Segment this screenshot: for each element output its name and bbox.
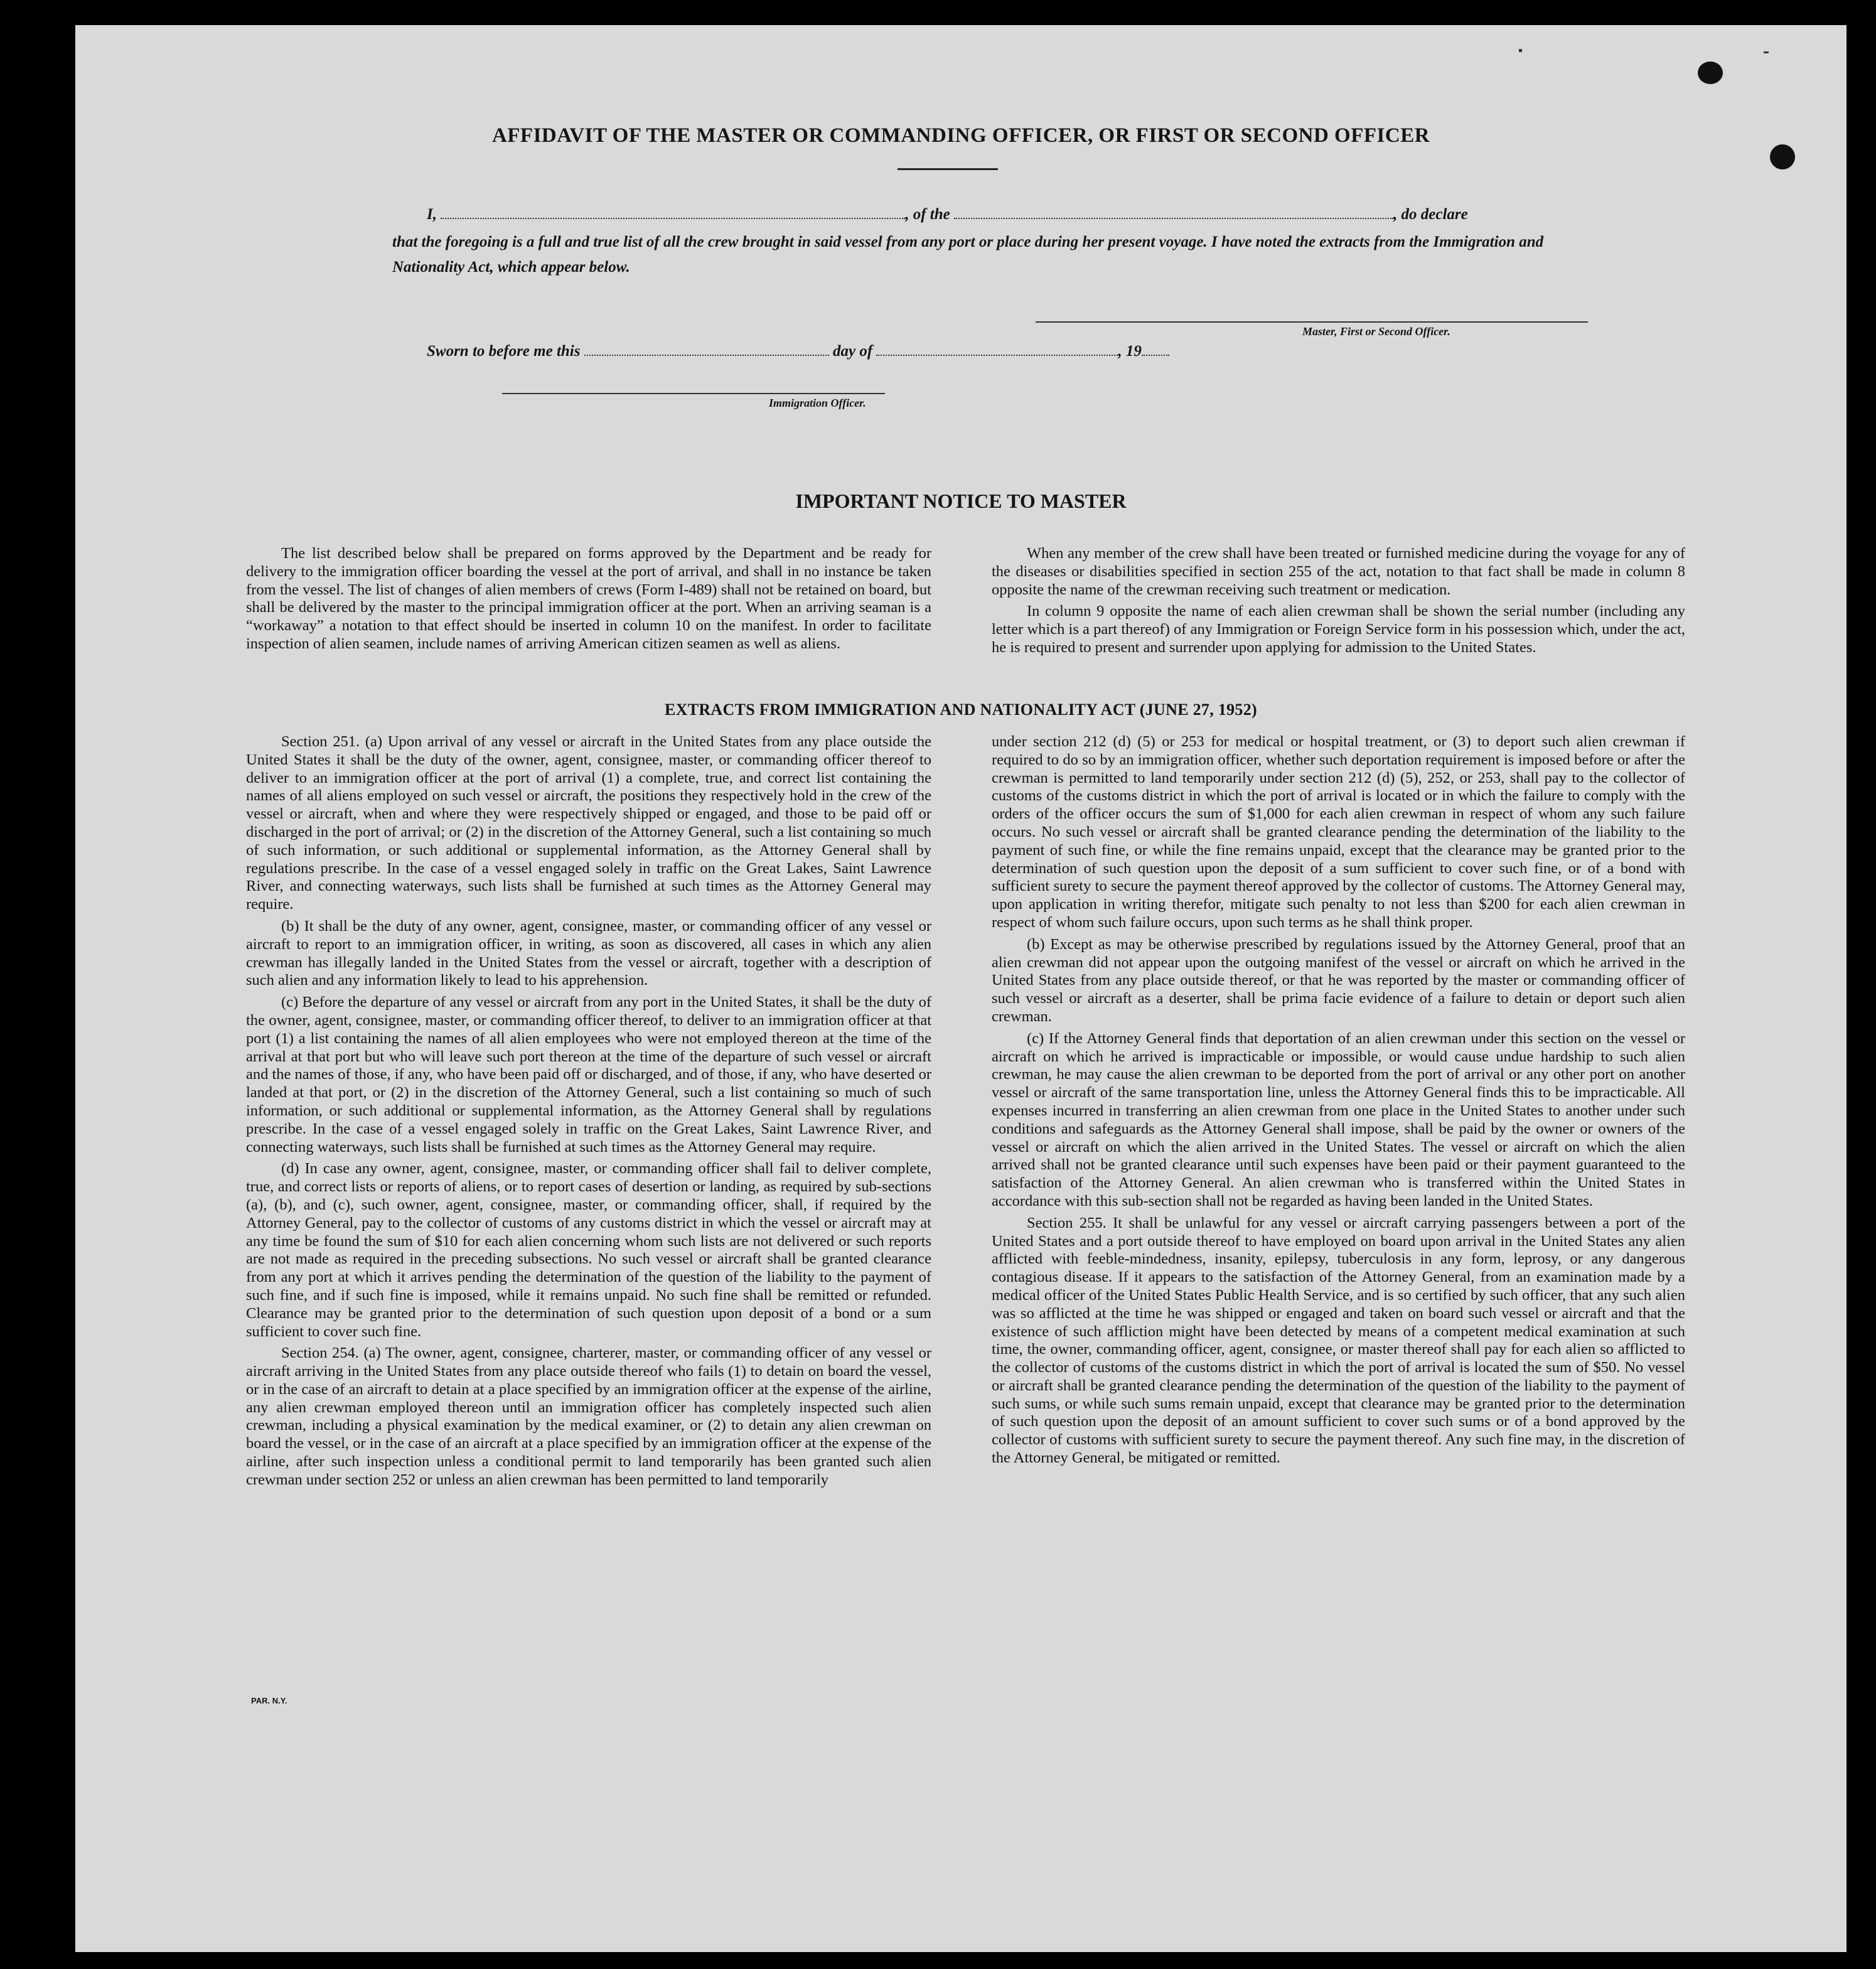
sworn-month-field[interactable] bbox=[876, 343, 1118, 356]
extract-paragraph: (b) Except as may be otherwise prescribed by regulations issued by the Attorney General, proof that an alien crewman did not appear upon the outgoing manifest of the vessel or aircraft on which he arrived in the United States from any place outside thereof, or that he was reported by the master or commanding officer of such vessel or aircraft as a deserter, shall be prima facie evidence of a failure to detain or deport such alien crewman. bbox=[992, 935, 1685, 1025]
sworn-day-field[interactable] bbox=[584, 343, 829, 356]
sworn-label: Sworn to before me this bbox=[427, 343, 581, 360]
do-declare-label: , do declare bbox=[1393, 206, 1468, 223]
extracts-title: EXTRACTS FROM IMMIGRATION AND NATIONALITY ACT (JUNE 27, 1952) bbox=[664, 700, 1257, 719]
extract-paragraph: (b) It shall be the duty of any owner, agent, consignee, master, or commanding officer of any vessel or aircraft to report to an immigration officer, in writing, as soon as discovered, all cases in which any alien crewman has illegally landed in the United States from the vessel or aircraft, together with a description of such alien and any information likely to lead to his apprehension. bbox=[246, 917, 931, 989]
extract-paragraph: (c) Before the departure of any vessel or aircraft from any port in the United States, it shall be the duty of the owner, agent, consignee, master, or commanding officer thereof, to deliver to an immigration officer at that port (1) a list containing the names of all alien employees who were not employed thereon at the time of the arrival at that port but who will leave such port thereon at the time of the departure of such vessel or aircraft and the names of those, if any, who have been paid off or discharged, and of those, if any, who have deserted or landed at that port, or (2) in the discretion of the Attorney General, such a list containing so much of such information, or such additional or supplemental information, as the Attorney General shall by regulations prescribe. In the case of a vessel engaged solely in traffic on the Great Lakes, Saint Lawrence River, and connecting waterways, such lists shall be furnished at such times as the Attorney General may require. bbox=[246, 994, 931, 1156]
notice-paragraph: In column 9 opposite the name of each alien crewman shall be shown the serial number (including any letter which is a part thereof) of any Immigration or Foreign Service form in his possession which, under the act, he is required to present and surrender upon applying for admission to the United States. bbox=[992, 603, 1685, 656]
punch-hole-top bbox=[1698, 62, 1723, 84]
sworn-year-field[interactable] bbox=[1142, 343, 1169, 356]
sworn-line bbox=[427, 343, 1169, 360]
i-label: I, bbox=[427, 206, 437, 223]
master-signature-line[interactable] bbox=[1036, 321, 1588, 323]
speck bbox=[1519, 49, 1522, 52]
extract-paragraph: Section 254. (a) The owner, agent, consignee, charterer, master, or commanding officer of any vessel or aircraft arriving in the United States from any place outside thereof who fails (1) to detain on board the vessel, or in the case of an aircraft to detain at a place specified by an immigration officer at the expense of the airline, any alien crewman employed thereon until an immigration officer has completely inspected such alien crewman, including a physical examination by the medical examiner, or (2) to detain any alien crewman on board the vessel, or in the case of an aircraft at a place specified by an immigration officer at the expense of the airline, after such inspection unless a conditional permit to land temporarily has been granted such alien crewman under section 252 or unless an alien crewman has been permitted to land temporarily bbox=[246, 1344, 931, 1488]
declarant-line bbox=[427, 206, 1600, 223]
notice-paragraph: When any member of the crew shall have been treated or furnished medicine during the voyage for any of the diseases or disabilities specified in section 255 of the act, notation to that fact shall be made in column 8 opposite the name of the crewman receiving such treatment or medication. bbox=[992, 545, 1685, 598]
extract-paragraph: (d) In case any owner, agent, consignee, master, or commanding officer shall fail to deliver complete, true, and correct lists or reports of aliens, or to report cases of desertion or landing, as required by sub-sections (a), (b), and (c), such owner, agent, consignee, master, or commanding officer, shall, if required by the Attorney General, pay to the collector of customs of any customs district in which the vessel or aircraft may at any time be found the sum of $10 for each alien concerning whom such lists are not delivered or such reports are not made as required in the preceding subsections. No such vessel or aircraft shall be granted clearance from any port at which it arrives pending the determination of the question of the liability to the payment of such fine, and if such fine is imposed, while it remains unpaid. No such fine shall be remitted or refunded. Clearance may be granted prior to the determination of such question upon deposit of a bond or a sum sufficient to cover such fine. bbox=[246, 1160, 931, 1340]
extract-paragraph: Section 255. It shall be unlawful for any vessel or aircraft carrying passengers between a port of the United States and a port outside thereof to have employed on board upon arrival in the United States any alien afflicted with feeble-mindedness, insanity, epilepsy, tuberculosis in any form, leprosy, or any dangerous contagious disease. If it appears to the satisfaction of the Attorney General, from an examination made by a medical officer of the United States Public Health Service, and is so certified by such officer, that any such alien was so afflicted at the time he was shipped or engaged and taken on board such vessel or aircraft and that the existence of such affliction might have been detected by means of a competent medical examination at such time, the owner, commanding officer, agent, consignee, or master thereof shall pay for each alien so afflicted to the collector of customs of the customs district in which the port of arrival is located the sum of $50. No vessel or aircraft shall be granted clearance pending the determination of the question of the liability to the payment of such sums, or while such sums remain unpaid, except that clearance may be granted prior to the determination of such question upon the deposit of an amount sufficient to cover such sums or of a bond approved by the collector of customs with sufficient surety to secure the payment thereof. Any such fine may, in the discretion of the Attorney General, be mitigated or remitted. bbox=[992, 1214, 1685, 1467]
declaration-text: that the foregoing is a full and true list of all the crew brought in said vessel from any port or place during her present voyage. I have noted the extracts from the Immigration and Nationality Act, which appear below. bbox=[392, 233, 1544, 276]
notice-paragraph: The list described below shall be prepared on forms approved by the Department and be ready for delivery to the immigration officer boarding the vessel at the port of arrival, and shall in no instance be taken from the vessel. The list of changes of alien members of crews (Form I-489) shall not be retained on board, but shall be delivered by the master to the principal immigration officer at the port. When an arriving seaman is a “workaway” a notation to that effect should be inserted in column 10 on the manifest. In order to facilitate inspection of alien seamen, include names of arriving American citizen seamen as well as aliens. bbox=[246, 545, 931, 652]
title-divider bbox=[898, 168, 998, 170]
master-signature-label: Master, First or Second Officer. bbox=[1302, 325, 1450, 338]
affidavit-title: AFFIDAVIT OF THE MASTER OR COMMANDING OFFICER, OR FIRST OR SECOND OFFICER bbox=[491, 124, 1430, 147]
declarant-name-field[interactable] bbox=[441, 207, 905, 219]
of-the-label: , of the bbox=[905, 206, 950, 223]
notice-title: IMPORTANT NOTICE TO MASTER bbox=[795, 490, 1127, 512]
printer-mark: PAR. N.Y. bbox=[251, 1696, 287, 1705]
extract-paragraph: (c) If the Attorney General finds that deportation of an alien crewman under this section on the vessel or aircraft on which he arrived is impracticable or impossible, or would cause undue hardship to such alien crewman, he may cause the alien crewman to be deported from the port of arrival or any other port on another vessel or aircraft of the same transportation line, unless the Attorney General finds this to be impracticable. All expenses incurred in transferring an alien crewman from one place in the United States to another under such conditions and safeguards as the Attorney General shall impose, shall be paid by the owner or owners of the vessel or aircraft on which the alien arrived in the United States. The vessel or aircraft on which the alien arrived shall not be granted clearance until such expenses have been paid or their payment guaranteed to the satisfaction of the Attorney General. An alien crewman who is transferred within the United States in accordance with this sub-section shall not be regarded as having been landed in the United States. bbox=[992, 1029, 1685, 1210]
notice-left-column bbox=[246, 545, 931, 653]
officer-signature-label: Immigration Officer. bbox=[769, 397, 866, 409]
extracts-right-column bbox=[992, 733, 1685, 1467]
speck bbox=[1764, 51, 1769, 53]
day-of-label: day of bbox=[832, 343, 873, 360]
vessel-name-field[interactable] bbox=[954, 207, 1393, 219]
year-label: , 19 bbox=[1118, 343, 1142, 360]
punch-hole-upper bbox=[1770, 144, 1795, 169]
extract-paragraph: under section 212 (d) (5) or 253 for medical or hospital treatment, or (3) to deport such alien crewman if required to do so by an immigration officer, whether such deportation requirement is imposed before or after the crewman is permitted to land temporarily under section 212 (d) (5), 252, or 253, shall pay to the collector of customs of the customs district in which the port of arrival is located or in which the failure to comply with the orders of the officer occurs the sum of $1,000 for each alien crewman in respect of whom any such failure occurs. No such vessel or aircraft shall be granted clearance pending the determination of the liability to the payment of such fine, or while the fine remains unpaid, except that the clearance may be granted prior to the determination of such question upon the deposit of a sum sufficient to cover such fine, or of a bond with sufficient surety to secure the payment thereof approved by the collector of customs. The Attorney General may, upon application in writing therefor, mitigate such penalty to not less than $200 for each alien crewman in respect of whom such failure occurs, upon such terms as he shall think proper. bbox=[992, 733, 1685, 931]
notice-right-column bbox=[992, 545, 1685, 657]
extract-paragraph: Section 251. (a) Upon arrival of any vessel or aircraft in the United States from any place outside the United States it shall be the duty of the owner, agent, consignee, master, or commanding officer thereof to deliver to an immigration officer at the port of arrival (1) a complete, true, and correct list containing the names of all aliens employed on such vessel or aircraft, the positions they respectively hold in the crew of the vessel or aircraft, when and where they were respectively shipped or engaged, and those to be paid off or discharged in the port of arrival; or (2) in the discretion of the Attorney General, such a list containing so much of such information, or such additional or supplemental information, as the Attorney General shall by regulations prescribe. In the case of a vessel engaged solely in traffic on the Great Lakes, Saint Lawrence River, and connecting waterways, such lists shall be furnished at such times as the Attorney General may require. bbox=[246, 733, 931, 913]
officer-signature-line[interactable] bbox=[502, 393, 885, 394]
document-page bbox=[75, 25, 1847, 1952]
extracts-left-column bbox=[246, 733, 931, 1489]
